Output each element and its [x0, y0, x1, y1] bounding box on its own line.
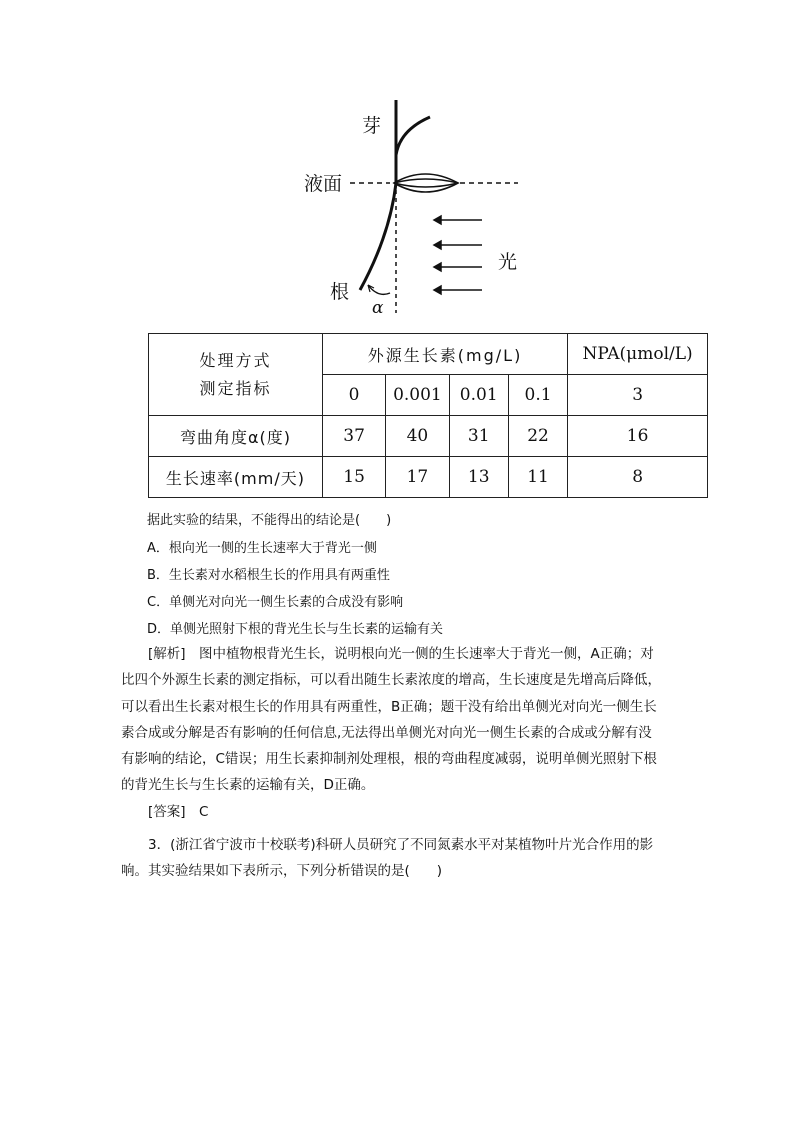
label-alpha: α [372, 298, 384, 318]
leaf-outer [394, 174, 458, 192]
row-label: 弯曲角度α(度) [149, 416, 323, 457]
leaf-inner-top [394, 179, 458, 183]
analysis-paragraph [121, 641, 681, 825]
table-cell: 11 [508, 457, 567, 498]
plant-root-diagram [290, 95, 530, 320]
light-arrows [434, 216, 482, 294]
label-bud: 芽 [362, 115, 382, 137]
diagram-svg [290, 95, 530, 320]
table-row [149, 416, 708, 457]
label-light: 光 [498, 251, 518, 273]
label-root: 根 [330, 281, 350, 303]
option-b: B．生长素对水稻根生长的作用具有两重性 [147, 568, 390, 583]
next-question-line: 响。其实验结果如下表所示，下列分析错误的是( ) [121, 863, 443, 880]
table-cell: 3 [568, 375, 708, 416]
analysis-line: 有影响的结论，C错误；用生长素抑制剂处理根，根的弯曲程度减弱，说明单侧光照射下根 [121, 751, 657, 768]
analysis-line: 可以看出生长素对根生长的作用具有两重性，B正确；题干没有给出单侧光对向光一侧生长 [121, 698, 657, 715]
label-liquid-surface: 液面 [304, 173, 343, 195]
table-cell: 40 [386, 416, 449, 457]
table-row [149, 457, 708, 498]
table-cell: 15 [322, 457, 385, 498]
analysis-line: 比四个外源生长素的测定指标，可以看出随生长素浓度的增高，生长速度是先增高后降低， [121, 672, 661, 689]
option-a: A．根向光一侧的生长速率大于背光一侧 [147, 541, 377, 556]
table-cell: 13 [449, 457, 508, 498]
table-cell: 0 [322, 375, 385, 416]
row-label: 生长速率(mm/天) [149, 457, 323, 498]
table-cell: 37 [322, 416, 385, 457]
table-header-row [149, 334, 708, 375]
leaf-inner-bottom [394, 183, 458, 187]
option-c: C．单侧光对向光一侧生长素的合成没有影响 [147, 595, 404, 610]
table-cell: 0.001 [386, 375, 449, 416]
question-stem: 据此实验的结果，不能得出的结论是( ) [147, 513, 392, 528]
option-d: D．单侧光照射下根的背光生长与生长素的运输有关 [147, 622, 444, 637]
analysis-line: 的背光生长与生长素的运输有关，D正确。 [121, 777, 375, 794]
treatment-header-cell [149, 334, 323, 416]
table-cell: 0.1 [508, 375, 567, 416]
root-curve [360, 183, 396, 290]
analysis-line: [解析] 图中植物根背光生长，说明根向光一侧的生长速率大于背光一侧，A正确；对 [121, 646, 654, 662]
next-question-paragraph [121, 832, 681, 885]
next-question-line: 3．(浙江省宁波市十校联考)科研人员研究了不同氮素水平对某植物叶片光合作用的影 [121, 837, 654, 853]
bud-curve [396, 117, 430, 155]
answer-line: [答案] C [121, 803, 209, 820]
auxin-header-cell: 外源生长素(mg/L) [322, 334, 567, 375]
table-cell: 0.01 [449, 375, 508, 416]
treatment-header-line1: 处理方式 [199, 350, 272, 370]
table-cell: 16 [568, 416, 708, 457]
table-cell: 31 [449, 416, 508, 457]
npa-header-cell: NPA(μmol/L) [568, 334, 708, 375]
treatment-header-line2: 测定指标 [199, 378, 272, 398]
analysis-line: 素合成或分解是否有影响的任何信息,无法得出单侧光对向光一侧生长素的合成或分解有没 [121, 724, 652, 741]
results-table [148, 333, 708, 498]
table-cell: 8 [568, 457, 708, 498]
table-cell: 22 [508, 416, 567, 457]
table-cell: 17 [386, 457, 449, 498]
